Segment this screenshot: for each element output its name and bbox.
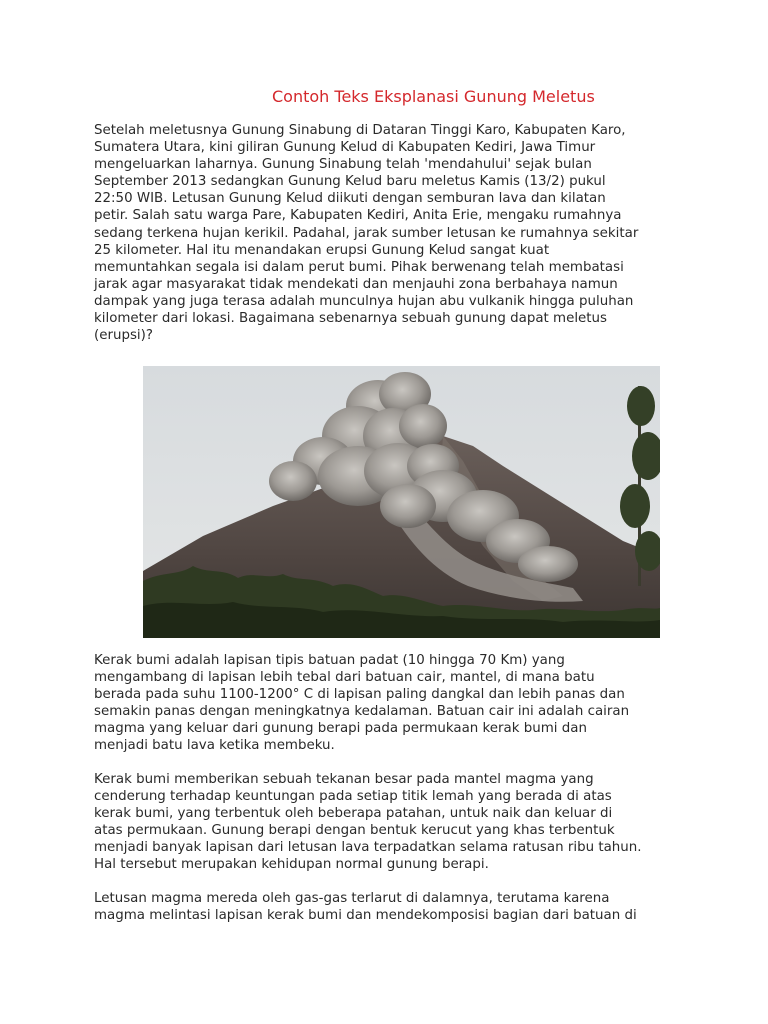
text-line: magma yang keluar dari gunung berapi pada permukaan kerak bumi dan [94,721,587,737]
text-line: Letusan magma mereda oleh gas-gas terlarut di dalamnya, terutama karena [94,891,610,906]
text-line: jarak agar masyarakat tidak mendekati dan menjauhi zona berbahaya namun [94,276,618,292]
text-line: atas permukaan. Gunung berapi dengan bentuk kerucut yang khas terbentuk [94,823,615,839]
text-line: berada pada suhu 1100-1200° C di lapisan paling dangkal dan lebih panas dan [94,687,625,703]
text-line: mengeluarkan laharnya. Gunung Sinabung telah 'mendahului' sejak bulan [94,157,592,173]
text-line: (erupsi)? [94,328,153,344]
paragraph-pressure [94,771,676,874]
volcano-eruption-photo [143,366,660,638]
text-line: September 2013 sedangkan Gunung Kelud baru meletus Kamis (13/2) pukul [94,174,606,190]
document-title: Contoh Teks Eksplanasi Gunung Meletus [272,87,595,106]
text-line: memuntahkan segala isi dalam perut bumi. Pihak berwenang telah membatasi [94,259,624,275]
text-line: sedang terkena hujan kerikil. Padahal, jarak sumber letusan ke rumahnya sekitar [94,225,639,241]
text-line: menjadi batu lava ketika membeku. [94,738,335,754]
text-line: 25 kilometer. Hal itu menandakan erupsi Gunung Kelud sangat kuat [94,242,550,258]
text-line: Kerak bumi adalah lapisan tipis batuan padat (10 hingga 70 Km) yang [94,653,565,668]
text-line: semakin panas dengan meningkatnya kedalaman. Batuan cair ini adalah cairan [94,704,630,720]
text-line: Kerak bumi memberikan sebuah tekanan besar pada mantel magma yang [94,772,594,787]
text-line: Hal tersebut merupakan kehidupan normal gunung berapi. [94,857,489,873]
text-line: Sumatera Utara, kini giliran Gunung Kelud di Kabupaten Kediri, Jawa Timur [94,140,596,156]
text-line: kerak bumi, yang terbentuk oleh beberapa patahan, untuk naik dan keluar di [94,806,613,822]
text-line: menjadi banyak lapisan dari letusan lava terpadatkan selama ratusan ribu tahun. [94,840,642,856]
text-line: cenderung terhadap keuntungan pada setiap titik lemah yang berada di atas [94,789,612,805]
text-line: 22:50 WIB. Letusan Gunung Kelud diikuti dengan semburan lava dan kilatan [94,191,606,207]
text-line: petir. Salah satu warga Pare, Kabupaten Kediri, Anita Erie, mengaku rumahnya [94,208,622,224]
paragraph-gases [94,890,676,924]
text-line: magma melintasi lapisan kerak bumi dan mendekomposisi bagian dari batuan di [94,908,637,924]
text-line: dampak yang juga terasa adalah munculnya hujan abu vulkanik hingga puluhan [94,293,634,309]
paragraph-intro [94,122,676,344]
text-line: mengambang di lapisan lebih tebal dari batuan cair, mantel, di mana batu [94,670,595,686]
text-line: kilometer dari lokasi. Bagaimana sebenarnya sebuah gunung dapat meletus [94,311,607,327]
text-line: Setelah meletusnya Gunung Sinabung di Dataran Tinggi Karo, Kabupaten Karo, [94,123,626,138]
paragraph-crust [94,652,676,755]
